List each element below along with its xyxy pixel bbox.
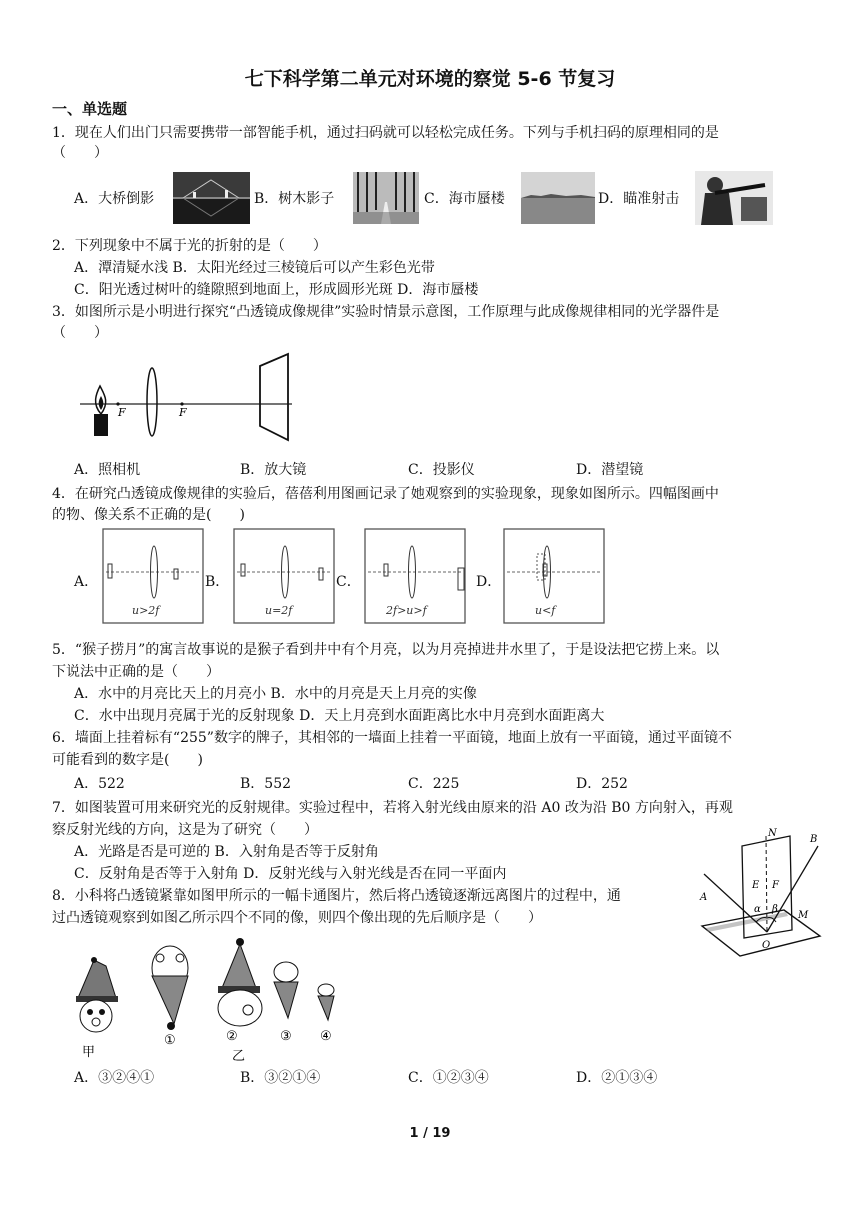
q7-options-ab: A．光路是否是可逆的 B．入射角是否等于反射角	[74, 844, 379, 860]
q4-diagram-a	[102, 528, 204, 624]
q8-stem-cont: 过凸透镜观察到如图乙所示四个不同的像，则四个像出现的先后顺序是（ ）	[52, 910, 542, 926]
q4-label-d: u<f	[535, 604, 556, 617]
q7-stem-cont: 察反射光线的方向，这是为了研究（ ）	[52, 822, 318, 838]
bridge-reflection-photo	[173, 172, 250, 224]
label-image-2: ②	[226, 1029, 238, 1044]
page-title: 七下科学第二单元对环境的察觉 5-6 节复习	[244, 68, 616, 90]
cartoon-original	[76, 957, 118, 1032]
q3-option-c: C．投影仪	[408, 462, 475, 478]
q6-stem-cont: 可能看到的数字是( )	[52, 752, 203, 768]
label-image-3: ③	[280, 1029, 292, 1044]
q6-stem: 6．墙面上挂着标有“255”数字的牌子，其相邻的一墙面上挂着一平面镜，地面上放有一平面镜，通过平面镜不	[52, 730, 732, 746]
q4-label-a: u>2f	[132, 604, 160, 617]
q7-options-cd: C．反射角是否等于入射角 D．反射光线与入射光线是否在同一平面内	[74, 866, 507, 882]
q3-option-a: A．照相机	[74, 462, 141, 478]
mirror-label-m: M	[798, 910, 809, 921]
q4-diagram-c	[364, 528, 466, 624]
q1-option-d: D．瞄准射击	[598, 191, 680, 207]
image-4	[318, 984, 334, 1020]
q1-option-a: A．大桥倒影	[74, 191, 155, 207]
board-label-e: E	[752, 880, 760, 891]
q8-option-a: A．③②④①	[74, 1070, 155, 1086]
q4-diagram-b	[233, 528, 335, 624]
q4-diagram-d	[503, 528, 605, 624]
q6-option-c: C．225	[408, 776, 460, 792]
image-1	[152, 946, 188, 1030]
ray-label-a: A	[700, 892, 708, 903]
q4-label-c: 2f>u>f	[386, 604, 427, 617]
q6-option-b: B．552	[240, 776, 292, 792]
focus-label-right: F	[179, 406, 187, 419]
label-yi: 乙	[232, 1049, 246, 1064]
image-3	[274, 962, 298, 1018]
q2-stem: 2．下列现象中不属于光的折射的是（ ）	[52, 238, 327, 254]
q4-option-d: D．	[476, 574, 502, 590]
q5-options-cd: C．水中出现月亮属于光的反射现象 D．天上月亮到水面距离比水中月亮到水面距离大	[74, 708, 605, 724]
q4-stem: 4．在研究凸透镜成像规律的实验后，蓓蓓利用图画记录了她观察到的实验现象，现象如图所示。四幅图画中	[52, 486, 719, 502]
q3-stem-cont: （ ）	[52, 325, 108, 341]
cartoon-images-figure	[70, 936, 350, 1064]
label-image-1: ①	[164, 1033, 176, 1048]
label-image-4: ④	[320, 1029, 332, 1044]
focus-label-left: F	[118, 406, 126, 419]
angle-label-beta: β	[772, 904, 778, 915]
q8-stem: 8．小科将凸透镜紧靠如图甲所示的一幅卡通图片，然后将凸透镜逐渐远离图片的过程中，通	[52, 888, 621, 904]
mirage-photo	[521, 172, 595, 224]
convex-lens-setup-diagram	[78, 352, 298, 442]
tree-shadow-photo	[353, 172, 419, 224]
q1-stem-cont: （ ）	[52, 145, 108, 161]
q4-stem-cont: 的物、像关系不正确的是( )	[52, 507, 245, 523]
q8-option-c: C．①②③④	[408, 1070, 489, 1086]
q3-option-d: D．潜望镜	[576, 462, 644, 478]
label-jia: 甲	[82, 1045, 96, 1060]
q2-options-ab: A．潭清疑水浅 B．太阳光经过三棱镜后可以产生彩色光带	[74, 260, 435, 276]
q1-option-b: B．树木影子	[254, 191, 335, 207]
q8-option-d: D．②①③④	[576, 1070, 658, 1086]
q1-option-c: C．海市蜃楼	[424, 191, 505, 207]
shooting-photo	[695, 171, 773, 225]
q5-options-ab: A．水中的月亮比天上的月亮小 B．水中的月亮是天上月亮的实像	[74, 686, 477, 702]
q6-option-d: D．252	[576, 776, 628, 792]
q5-stem: 5．“猴子捞月”的寓言故事说的是猴子看到井中有个月亮，以为月亮掉进井水里了，于是设法把它捞上来。以	[52, 642, 720, 658]
ray-label-b: B	[810, 834, 818, 845]
q8-option-b: B．③②①④	[240, 1070, 321, 1086]
angle-label-alpha: α	[754, 904, 761, 915]
q4-option-c: C．	[336, 574, 361, 590]
q5-stem-cont: 下说法中正确的是（ ）	[52, 664, 220, 680]
q2-options-cd: C．阳光透过树叶的缝隙照到地面上，形成圆形光斑 D．海市蜃楼	[74, 282, 479, 298]
q4-label-b: u=2f	[265, 604, 293, 617]
point-label-o: O	[762, 940, 771, 951]
q1-stem: 1．现在人们出门只需要携带一部智能手机，通过扫码就可以轻松完成任务。下列与手机扫码的原理相同的是	[52, 125, 719, 141]
reflection-apparatus-diagram	[698, 826, 822, 958]
normal-label-n: N	[768, 828, 777, 839]
q3-option-b: B．放大镜	[240, 462, 307, 478]
q7-stem: 7．如图装置可用来研究光的反射规律。实验过程中，若将入射光线由原来的沿 A0 改为沿 B0 方向射入，再观	[52, 800, 733, 816]
image-2	[218, 938, 262, 1026]
page-number: 1 / 19	[409, 1126, 451, 1141]
q4-option-a: A．	[74, 574, 99, 590]
section-heading: 一、单选题	[52, 100, 128, 118]
q6-option-a: A．522	[74, 776, 125, 792]
q3-stem: 3．如图所示是小明进行探究“凸透镜成像规律”实验时情景示意图，工作原理与此成像规律相同的光学器件是	[52, 304, 720, 320]
board-label-f: F	[772, 880, 779, 891]
q4-option-b: B．	[205, 574, 230, 590]
